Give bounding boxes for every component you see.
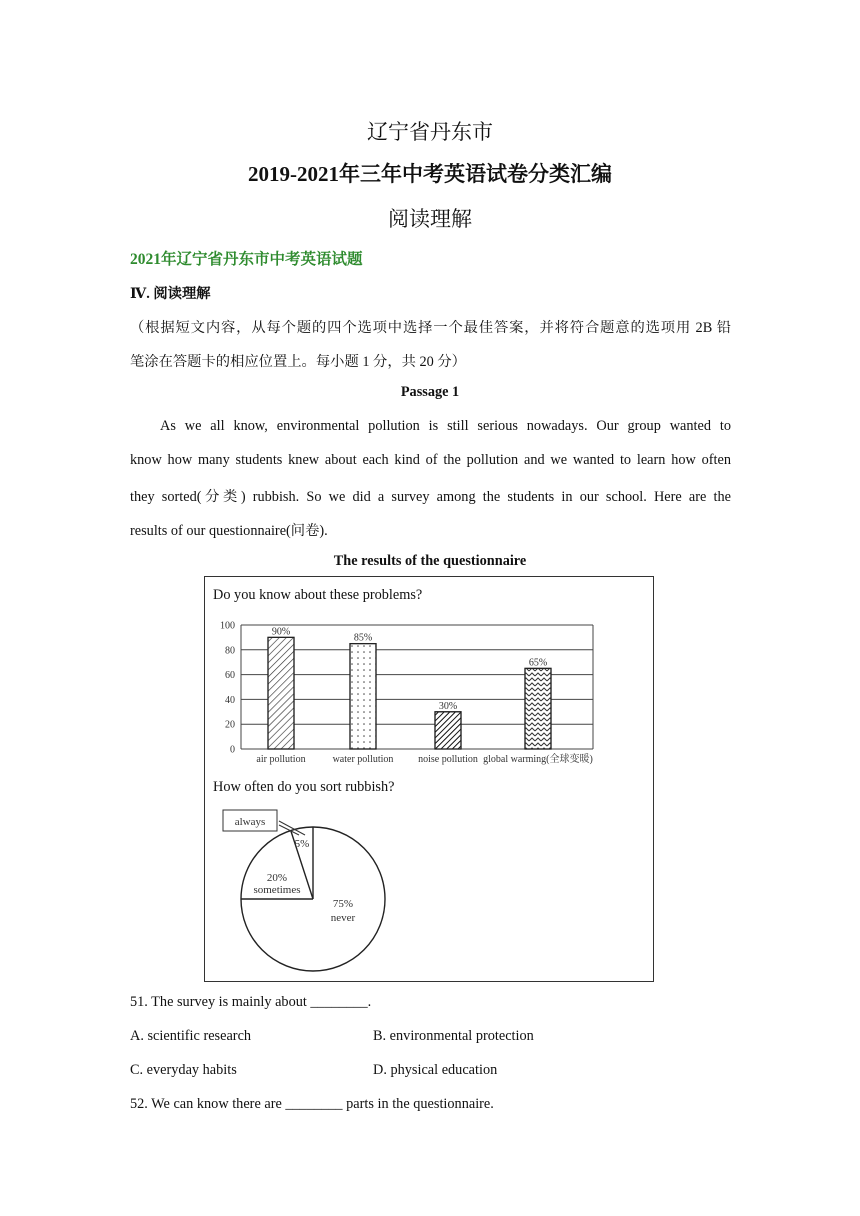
question-52-stem: 52. We can know there are ________ parts in the questionnaire. (130, 1096, 494, 1112)
instructions-line-2: 笔涂在答题卡的相应位置上。每小题 1 分，共 20 分） (130, 354, 466, 370)
passage-line-3: they sorted(分类) rubbish. So we did a survey among the students in our school. Here are the (130, 489, 731, 505)
question-51-option-c: C. everyday habits (130, 1062, 237, 1078)
passage-line-4: results of our questionnaire(问卷). (130, 523, 328, 539)
y-tick-label: 20 (225, 719, 235, 731)
y-tick-label: 80 (225, 645, 235, 657)
figure-caption: The results of the questionnaire (333, 553, 527, 569)
x-tick-label: water pollution (332, 754, 394, 765)
bar-value-label: 90% (271, 626, 291, 638)
pie-slice-pct: 20% (266, 872, 288, 884)
bar-chart-plot (220, 621, 593, 766)
passage-title: Passage 1 (400, 384, 460, 400)
pie-slice-label: always (234, 816, 266, 828)
question-51-option-a: A. scientific research (130, 1028, 252, 1044)
passage-line-1: As we all know, environmental pollution is still serious nowadays. Our group wanted to (160, 418, 731, 434)
pie-slice-pct: 5% (294, 838, 310, 850)
pie-slice-label: sometimes (253, 884, 301, 896)
bar (350, 644, 376, 749)
pie-chart-title: How often do you sort rubbish? (213, 779, 395, 795)
bar (435, 712, 461, 749)
pie-slice-pct: 75% (332, 898, 354, 910)
y-tick-label: 60 (225, 670, 235, 682)
x-tick-label: air pollution (256, 754, 306, 765)
y-tick-label: 0 (230, 744, 235, 756)
question-51-option-d: D. physical education (373, 1062, 498, 1078)
section-title: 2021年辽宁省丹东市中考英语试题 (130, 251, 363, 268)
bar (525, 668, 551, 749)
bar (268, 637, 294, 749)
bar-value-label: 65% (528, 657, 548, 669)
x-tick-label: noise pollution (418, 754, 478, 765)
passage-line-2: know how many students knew about each kind of the pollution and we wanted to learn how often (130, 452, 731, 468)
bar-chart-title: Do you know about these problems? (213, 587, 423, 603)
doc-title-series: 2019-2021年三年中考英语试卷分类汇编 (248, 162, 612, 186)
part-title: Ⅳ. 阅读理解 (130, 286, 211, 302)
doc-title-topic: 阅读理解 (388, 207, 472, 231)
question-51-stem: 51. The survey is mainly about ________. (130, 994, 372, 1010)
doc-title-city: 辽宁省丹东市 (367, 120, 493, 144)
pie-slice-label: never (330, 912, 356, 924)
x-tick-label: global warming(全球变暖) (483, 754, 593, 765)
question-51-option-b: B. environmental protection (373, 1028, 534, 1044)
bar-value-label: 85% (353, 632, 373, 644)
y-tick-label: 40 (225, 694, 235, 706)
pie-chart-plot (223, 810, 385, 971)
y-tick-label: 100 (220, 620, 235, 632)
questionnaire-figure (204, 576, 654, 982)
instructions-line-1: （根据短文内容，从每个题的四个选项中选择一个最佳答案，并将符合题意的选项用 2B 铅 (130, 320, 731, 336)
bar-value-label: 30% (438, 700, 458, 712)
